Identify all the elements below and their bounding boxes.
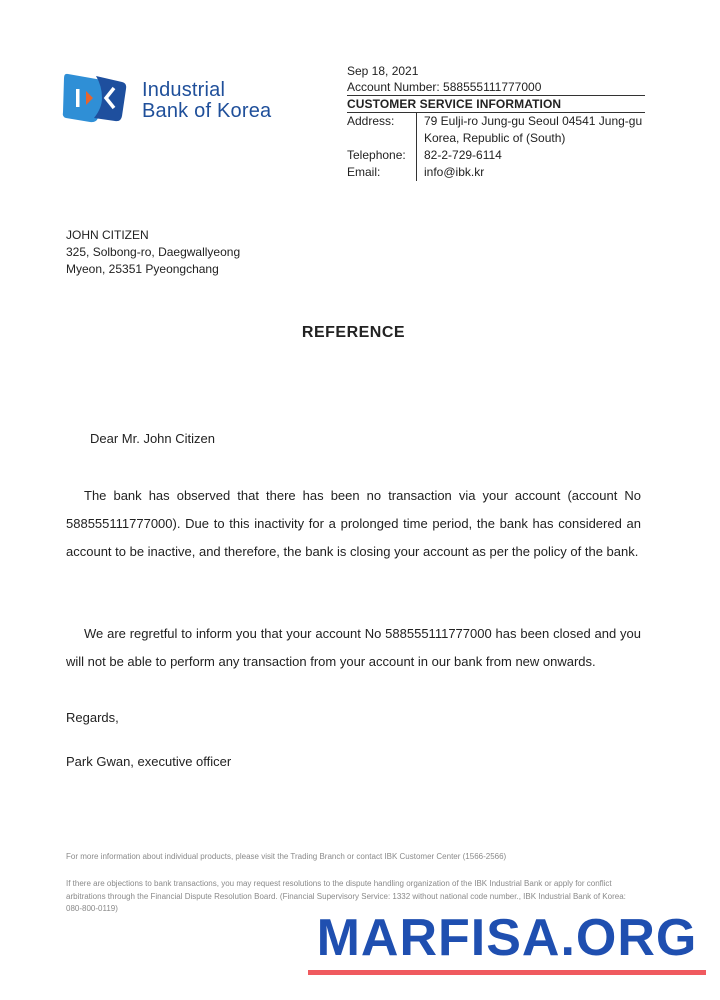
customer-service-info [347, 63, 645, 181]
table-row [347, 113, 642, 130]
watermark [306, 910, 708, 976]
bank-name [142, 80, 271, 122]
recipient-address-line2: Myeon, 25351 Pyeongchang [66, 262, 219, 276]
greeting: Dear Mr. John Citizen [90, 431, 215, 446]
body-paragraph-2: We are regretful to inform you that your account No 588555111777000 has been closed and you will not be able to perform any transaction from your account in our bank from new onwards. [66, 626, 641, 669]
email-value: info@ibk.kr [417, 164, 643, 181]
bank-name-line1: Industrial [142, 79, 226, 101]
ibk-logo-icon [62, 72, 128, 124]
section-title: CUSTOMER SERVICE INFORMATION [347, 97, 562, 111]
recipient-address [66, 227, 240, 278]
footer-note-2: If there are objections to bank transactions, you may request resolutions to the dispute handling organization of the IBK Industrial Bank or apply for conflict arbitrations through the Financial Dispute Resolution Board. (Financial Supervisory Service: 1332 without national code number., IBK Industrial Bank of Korea: 080-800-0119) [66, 879, 626, 913]
address-label: Address: [347, 114, 395, 128]
address-label-cont [347, 130, 417, 147]
table-row [347, 164, 642, 181]
bank-logo [62, 70, 302, 130]
recipient-address-line1: 325, Solbong-ro, Daegwallyeong [66, 245, 241, 259]
contact-table [347, 113, 642, 181]
body-paragraph-1: The bank has observed that there has been no transaction via your account (account No 588555111777000). Due to this inactivity for a prolonged time period, the bank has considered an account to be inactive, and therefore, the bank is closing your account as per the policy of the bank. [66, 488, 641, 559]
address-value: 79 Eulji-ro Jung-gu Seoul 04541 Jung-gu [417, 113, 643, 130]
table-row [347, 130, 642, 147]
recipient-name: JOHN CITIZEN [66, 228, 149, 242]
signature: Park Gwan, executive officer [66, 754, 232, 769]
telephone-label: Telephone: [347, 148, 406, 162]
watermark-underline [308, 970, 706, 975]
email-label: Email: [347, 165, 381, 179]
address-value-cont: Korea, Republic of (South) [417, 130, 643, 147]
telephone-value: 82-2-729-6114 [417, 147, 643, 164]
footer-note-1: For more information about individual products, please visit the Trading Branch or contact IBK Customer Center (1566-2566) [66, 852, 507, 861]
letter-date: Sep 18, 2021 [347, 64, 419, 78]
table-row [347, 147, 642, 164]
letter-title: REFERENCE [301, 324, 406, 341]
account-number: Account Number: 588555111777000 [347, 80, 542, 94]
closing: Regards, [66, 710, 119, 725]
watermark-text: MARFISA.ORG [316, 909, 698, 967]
bank-name-line2: Bank of Korea [142, 100, 272, 122]
